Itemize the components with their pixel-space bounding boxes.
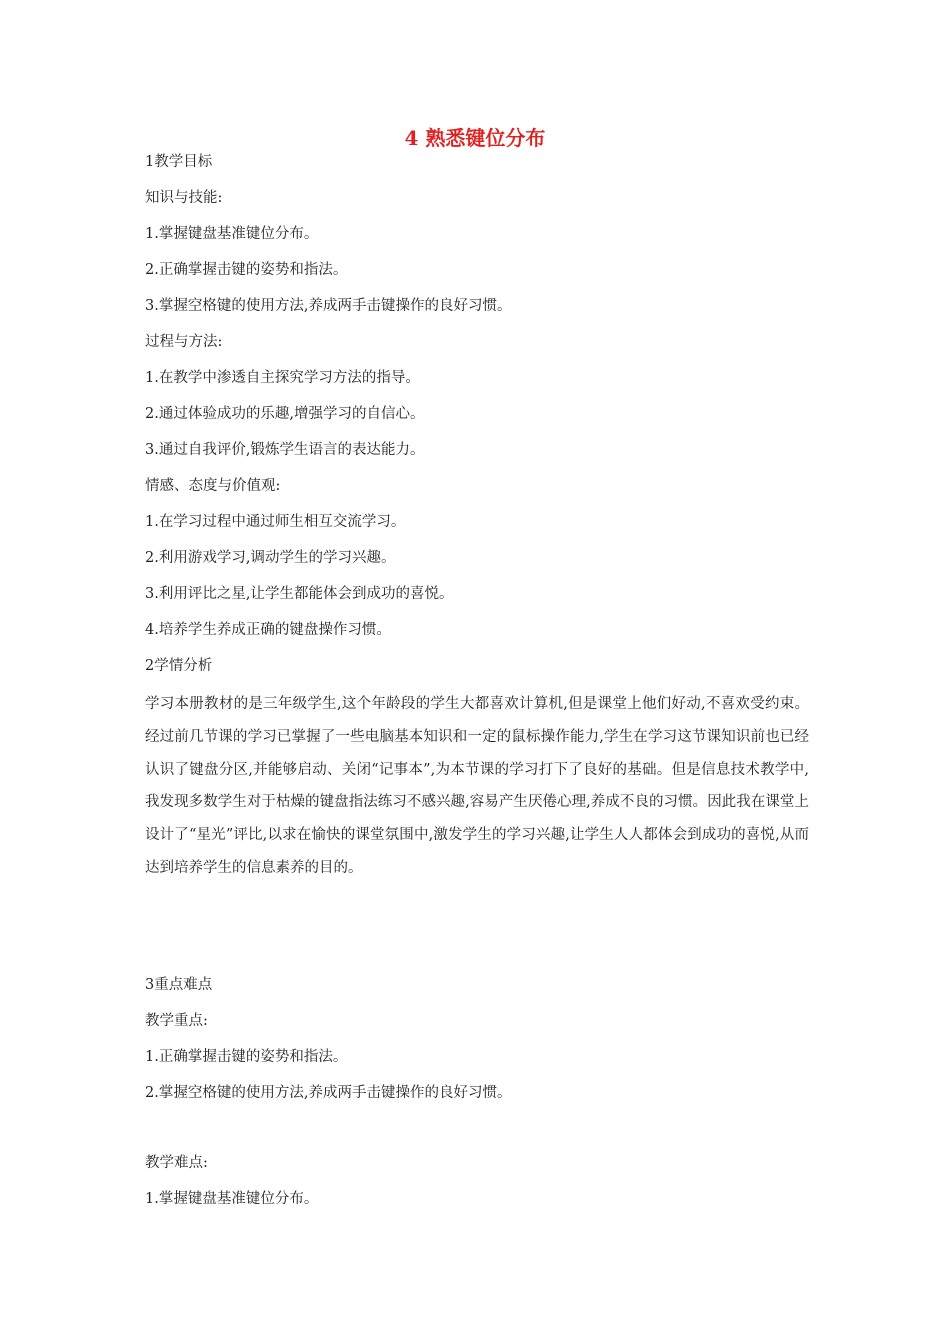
list-item: 4.培养学生养成正确的键盘操作习惯。 [145, 622, 391, 638]
subheading-teaching-key-points: 教学重点: [145, 1013, 208, 1029]
section-heading-student-analysis: 2学情分析 [145, 658, 213, 674]
list-item: 2.利用游戏学习,调动学生的学习兴趣。 [145, 550, 396, 566]
list-item: 3.通过自我评价,锻炼学生语言的表达能力。 [145, 442, 425, 458]
list-item: 1.在学习过程中通过师生相互交流学习。 [145, 514, 406, 530]
list-item: 2.通过体验成功的乐趣,增强学习的自信心。 [145, 406, 425, 422]
list-item: 3.掌握空格键的使用方法,养成两手击键操作的良好习惯。 [145, 298, 512, 314]
list-item: 2.正确掌握击键的姿势和指法。 [145, 262, 348, 278]
subheading-process-methods: 过程与方法: [145, 334, 223, 350]
subheading-teaching-difficult-points: 教学难点: [145, 1155, 208, 1171]
section-heading-objectives: 1教学目标 [145, 154, 213, 170]
list-item: 1.在教学中渗透自主探究学习方法的指导。 [145, 370, 420, 386]
student-analysis-paragraph: 学习本册教材的是三年级学生,这个年龄段的学生大都喜欢计算机,但是课堂上他们好动,不喜欢受约束。经过前几节课的学习已掌握了一些电脑基本知识和一定的鼠标操作能力,学生在学习这节课知识前也已经认识了键盘分区,并能够启动、关闭“记事本”,为本节课的学习打下了良好的基础。但是信息技术教学中,我发现多数学生对于枯燥的键盘指法练习不感兴趣,容易产生厌倦心理,养成不良的习惯。因此我在课堂上设计了“星光”评比,以求在愉快的课堂氛围中,激发学生的学习兴趣,让学生人人都体会到成功的喜悦,从而达到培养学生的信息素养的目的。 [145, 696, 809, 876]
section-heading-key-difficult-points: 3重点难点 [145, 977, 213, 993]
list-item: 2.掌握空格键的使用方法,养成两手击键操作的良好习惯。 [145, 1085, 512, 1101]
list-item: 3.利用评比之星,让学生都能体会到成功的喜悦。 [145, 586, 454, 602]
page-title: 4 熟悉键位分布 [404, 126, 546, 150]
list-item: 1.正确掌握击键的姿势和指法。 [145, 1049, 348, 1065]
list-item: 1.掌握键盘基准键位分布。 [145, 226, 319, 242]
subheading-knowledge-skills: 知识与技能: [145, 190, 223, 206]
list-item: 1.掌握键盘基准键位分布。 [145, 1191, 319, 1207]
subheading-emotion-values: 情感、态度与价值观: [145, 478, 281, 494]
